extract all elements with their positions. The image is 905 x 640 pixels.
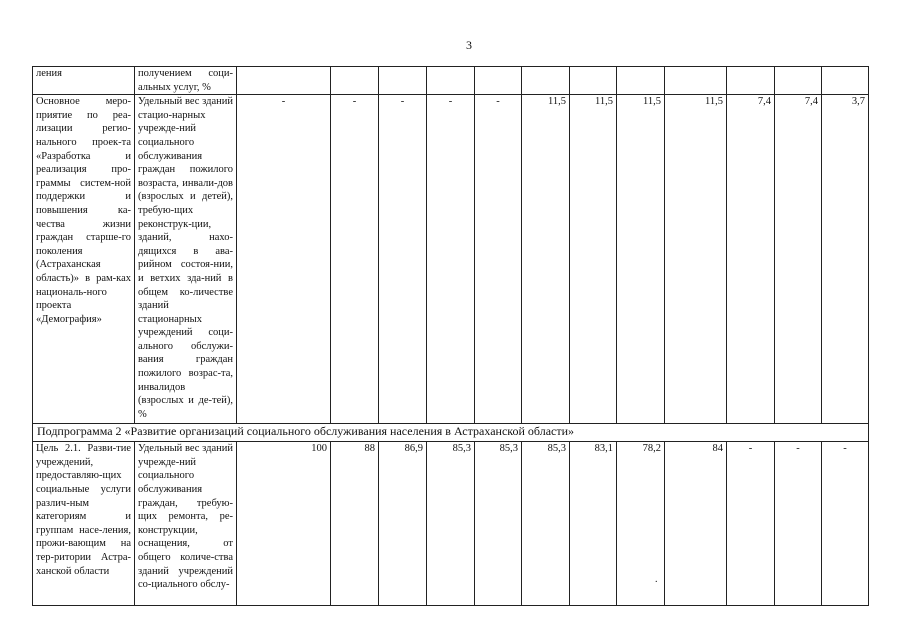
value-cell: - xyxy=(775,442,822,606)
subprogram-row xyxy=(33,424,869,442)
indicator-table xyxy=(32,66,869,606)
value-cell: - xyxy=(427,95,475,424)
value-cell: - xyxy=(379,95,427,424)
indicator-cell: Удельный вес зданий стацио-нарных учрежде-ний социального обслуживания граждан пожилого возраста, инвали-дов (взрослых и детей), требую-щих реконструк-ции, зданий, нахо-дящихся в ава-рийном состоя-нии, и ветхих зда-ний в общем ко-личестве зданий стационарных учреждений соци-ального обслужи-вания граждан пожилого возрас-та, инвалидов (взрослых и де-тей), % xyxy=(135,95,237,424)
value-cell: 3,7 xyxy=(822,95,869,424)
indicator-cell: Удельный вес зданий учрежде-ний социального обслуживания граждан, требую-щих ремонта, ре-конструкции, оснащения, от общего количе-ства зданий учреждений со-циального обслу- xyxy=(135,442,237,606)
objective-cell: ления xyxy=(33,67,135,95)
value-cell: 83,1 xyxy=(570,442,617,606)
table-row xyxy=(33,442,869,606)
value-cell: - xyxy=(475,95,522,424)
table-row xyxy=(33,95,869,424)
value-cell: 11,5 xyxy=(570,95,617,424)
value-cell: - xyxy=(727,442,775,606)
value-cell: 7,4 xyxy=(775,95,822,424)
indicator-cell: получением соци-альных услуг, % xyxy=(135,67,237,95)
stray-mark: . xyxy=(655,574,658,585)
page-number: 3 xyxy=(466,38,472,52)
value-cell: 11,5 xyxy=(617,95,665,424)
value-cell: 88 xyxy=(331,442,379,606)
objective-cell: Цель 2.1. Разви-тие учреждений, предоставляю-щих социальные услуги различ-ным категориям и группам насе-ления, прожи-вающим на тер-ритории Астра-ханской области xyxy=(33,442,135,606)
value-cell: 86,9 xyxy=(379,442,427,606)
value-cell: 85,3 xyxy=(475,442,522,606)
objective-cell: Основное меро-приятие по реа-лизации регио-нального проек-та «Разработка и реализация про-граммы систем-ной поддержки и повышения ка-чества жизни граждан старше-го поколения (Астраханская область)» в рам-ках националь-ного проекта «Демография» xyxy=(33,95,135,424)
value-cell: - xyxy=(822,442,869,606)
value-cell: 85,3 xyxy=(522,442,570,606)
value-cell: 84 xyxy=(665,442,727,606)
value-cell: - xyxy=(331,95,379,424)
value-cell: 7,4 xyxy=(727,95,775,424)
table-row xyxy=(33,67,869,95)
value-cell: 11,5 xyxy=(665,95,727,424)
value-cell: 78,2 xyxy=(617,442,665,606)
value-cell: 100 xyxy=(237,442,331,606)
value-cell: - xyxy=(237,95,331,424)
value-cell: 11,5 xyxy=(522,95,570,424)
subprogram-title: Подпрограмма 2 «Развитие организаций социального обслуживания населения в Астраханской области» xyxy=(33,424,869,442)
value-cell: 85,3 xyxy=(427,442,475,606)
